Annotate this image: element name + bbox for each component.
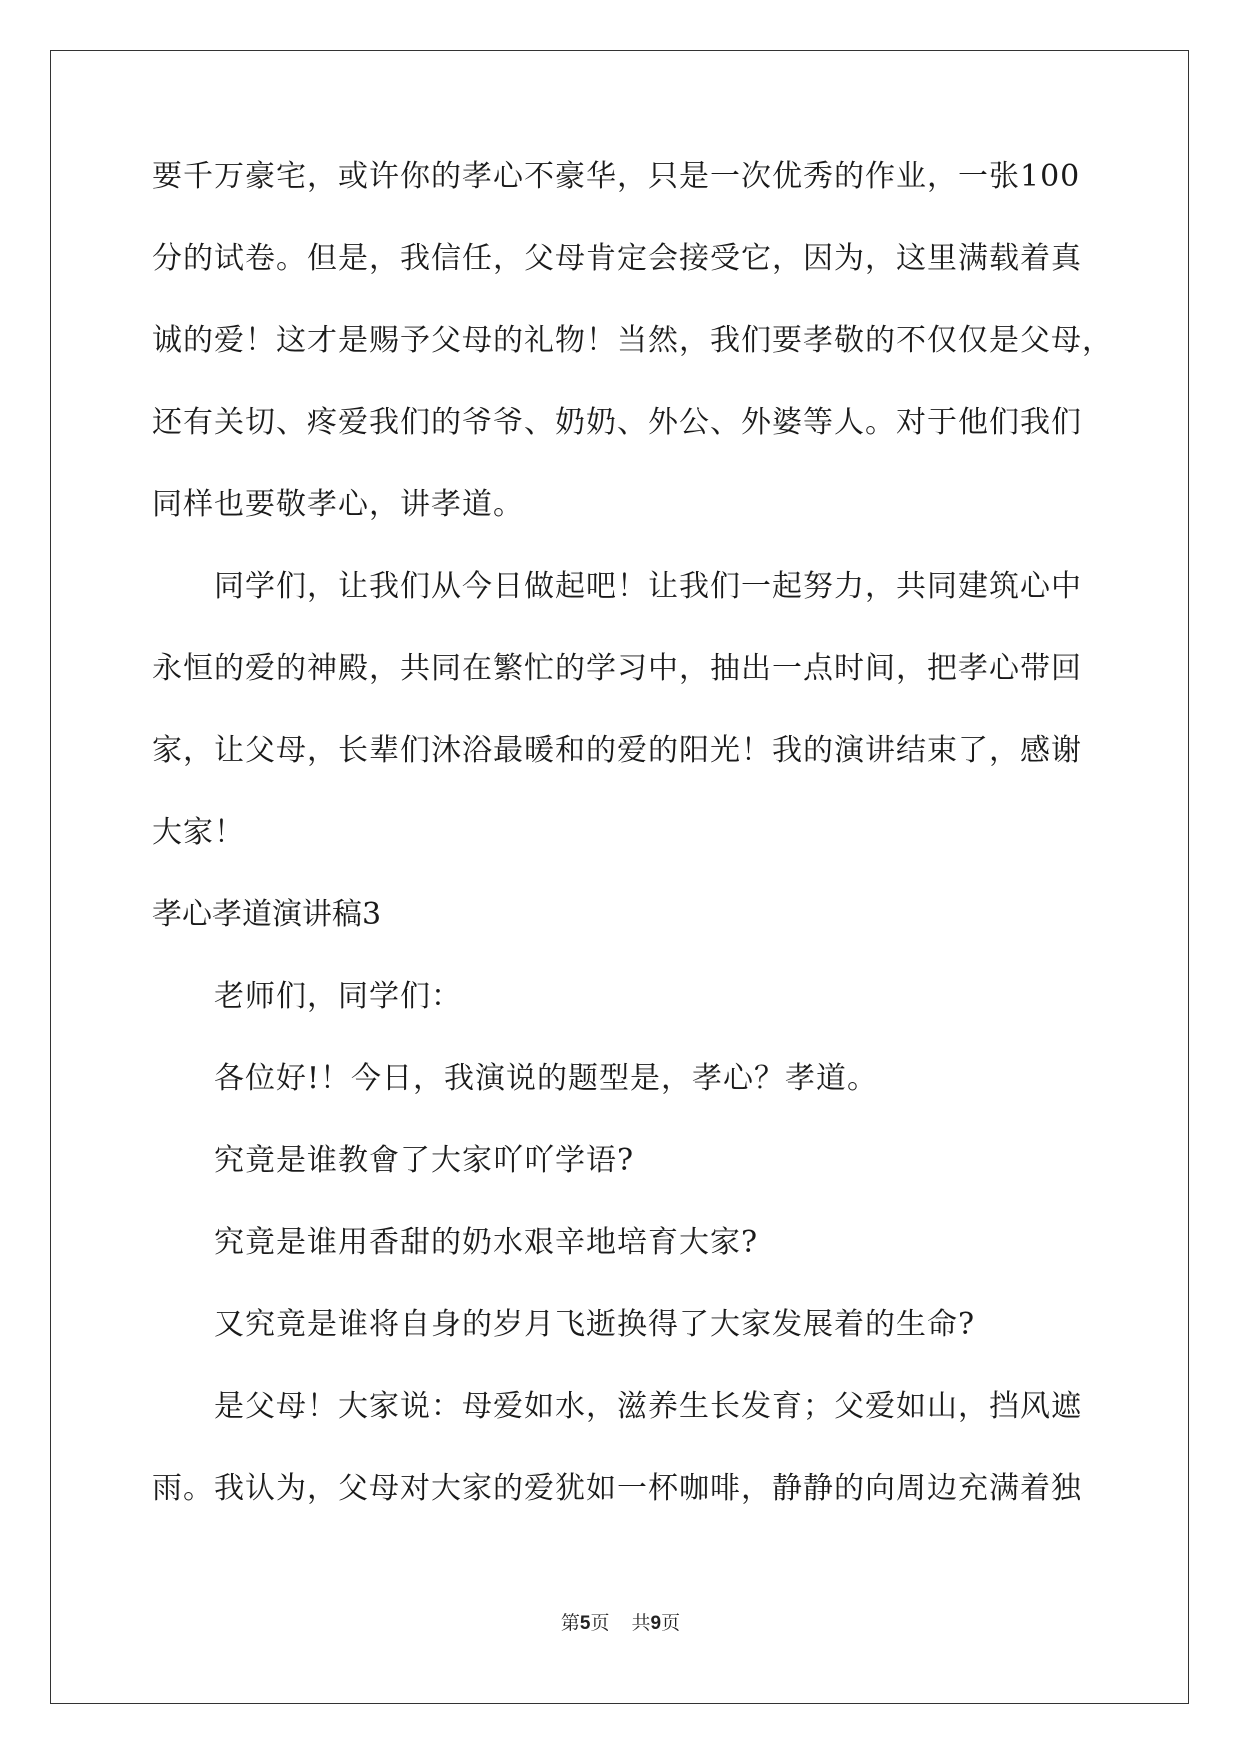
text-line: 诚的爱！这才是赐予父母的礼物！当然，我们要孝敬的不仅仅是父母， (152, 323, 1113, 358)
section-title: 孝心孝道演讲稿3 (152, 897, 382, 932)
page-prefix: 第 (560, 1613, 580, 1634)
paragraph-start: 各位好!！今日，我演说的题型是，孝心？孝道。 (214, 1061, 879, 1096)
text-line: 家，让父母，长辈们沐浴最暖和的爱的阳光！我的演讲结束了，感谢 (152, 733, 1082, 768)
page-footer (0, 1608, 1241, 1635)
total-prefix: 共 (631, 1613, 651, 1634)
total-page-number: 9 (650, 1613, 662, 1634)
text-line: 同样也要敬孝心，讲孝道。 (152, 487, 524, 522)
paragraph-start: 究竟是谁用香甜的奶水艰辛地培育大家? (214, 1225, 759, 1260)
document-body (152, 159, 1113, 1556)
salutation: 老师们，同学们： (214, 979, 462, 1014)
text-line: 雨。我认为，父母对大家的爱犹如一杯咖啡，静静的向周边充满着独 (152, 1471, 1082, 1506)
paragraph-start: 究竟是谁教會了大家吖吖学语? (214, 1143, 635, 1178)
paragraph-start: 又究竟是谁将自身的岁月飞逝换得了大家发展着的生命? (214, 1307, 976, 1342)
text-line: 分的试卷。但是，我信任，父母肯定会接受它，因为，这里满载着真 (152, 241, 1082, 276)
text-line: 永恒的爱的神殿，共同在繁忙的学习中，抽出一点时间，把孝心带回 (152, 651, 1082, 686)
text-line: 大家！ (152, 815, 245, 850)
paragraph-start: 同学们，让我们从今日做起吧！让我们一起努力，共同建筑心中 (214, 569, 1082, 604)
text-line: 要千万豪宅，或许你的孝心不豪华，只是一次优秀的作业，一张100 (152, 159, 1081, 194)
page-suffix: 页 (590, 1613, 610, 1634)
total-suffix: 页 (661, 1613, 681, 1634)
current-page-number: 5 (579, 1613, 591, 1634)
paragraph-start: 是父母！大家说：母爱如水，滋养生长发育；父爱如山，挡风遮 (214, 1389, 1082, 1424)
text-line: 还有关切、疼爱我们的爷爷、奶奶、外公、外婆等人。对于他们我们 (152, 405, 1082, 440)
